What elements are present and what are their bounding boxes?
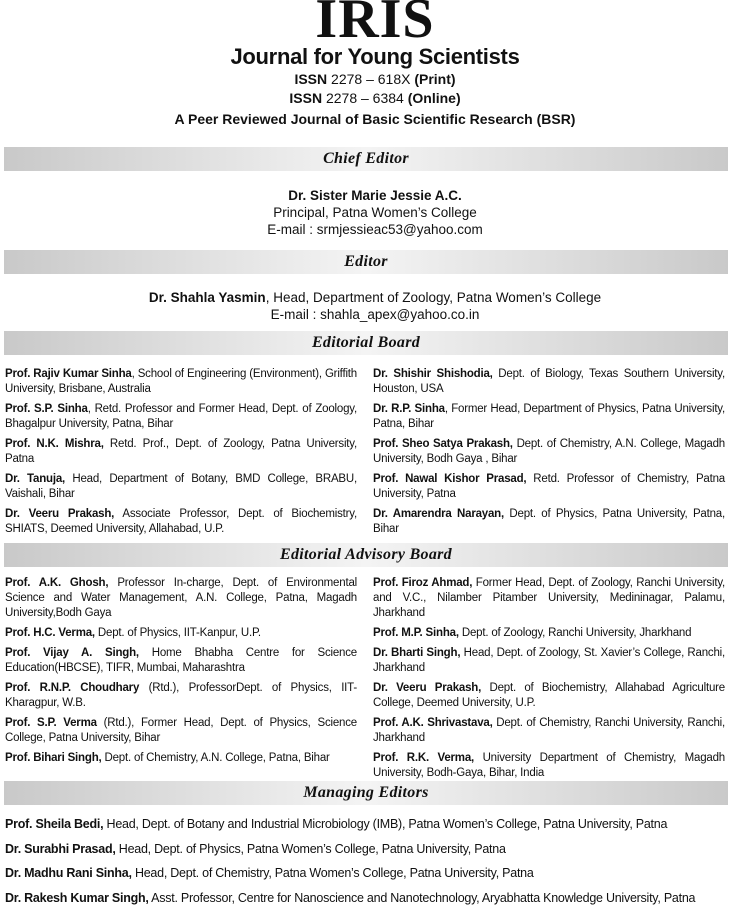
member-name: Prof. Bihari Singh, bbox=[5, 752, 102, 764]
member-affiliation: Dept. of Biochemistry, Allahabad Agriculture College, Deemed University, U.P. bbox=[373, 682, 725, 709]
advisory-board-member bbox=[373, 681, 725, 711]
issn-print-number: 2278 – 618X bbox=[331, 71, 411, 87]
member-name: Prof. Rajiv Kumar Sinha bbox=[5, 368, 132, 380]
member-name: Prof. Sheo Satya Prakash, bbox=[373, 438, 513, 450]
issn-online-label: ISSN bbox=[289, 90, 323, 106]
editorial-board-member bbox=[5, 507, 357, 537]
member-affiliation: Head, Dept. of Botany and Industrial Microbiology (IMB), Patna Women’s College, Patna University, Patna bbox=[103, 817, 668, 831]
member-name: Dr. Shishir Shishodia, bbox=[373, 368, 493, 380]
managing-editor bbox=[5, 841, 735, 858]
member-affiliation: Dept. of Chemistry, A.N. College, Magadh University, Bodh Gaya , Bihar bbox=[373, 438, 725, 465]
editorial-board-member bbox=[373, 437, 725, 467]
member-affiliation: Dept. of Chemistry, A.N. College, Patna, Bihar bbox=[101, 752, 330, 764]
member-affiliation: Dept. of Biology, Texas Southern University, Houston, USA bbox=[373, 368, 725, 395]
member-name: Prof. R.K. Verma, bbox=[373, 752, 475, 764]
advisory-board-member bbox=[5, 576, 357, 621]
member-name: Prof. S.P. Verma bbox=[5, 717, 97, 729]
member-name: Prof. Nawal Kishor Prasad, bbox=[373, 473, 527, 485]
editorial-board-member bbox=[373, 367, 725, 397]
issn-online bbox=[0, 89, 750, 108]
member-affiliation: Dept. of Chemistry, Ranchi University, Ranchi, Jharkhand bbox=[373, 717, 725, 744]
editor-email: E-mail : shahla_apex@yahoo.co.in bbox=[270, 307, 480, 322]
advisory-board-member bbox=[5, 716, 357, 746]
editorial-board-member bbox=[373, 402, 725, 432]
member-name: Prof. Sheila Bedi, bbox=[5, 817, 104, 831]
member-affiliation: (Rtd.), ProfessorDept. of Physics, IIT-Kharagpur, W.B. bbox=[5, 682, 358, 709]
advisory-board-member bbox=[373, 646, 725, 676]
managing-editor bbox=[5, 890, 735, 907]
managing-editors-list bbox=[5, 816, 735, 914]
member-name: Prof. A.K. Ghosh, bbox=[5, 577, 109, 589]
member-affiliation: Head, Dept. of Physics, Patna Women’s College, Patna University, Patna bbox=[115, 841, 506, 856]
issn-print bbox=[0, 70, 750, 89]
advisory-board-right-column bbox=[373, 576, 725, 786]
editorial-board-left-column bbox=[5, 367, 357, 542]
advisory-board-member bbox=[5, 646, 357, 676]
editorial-board-member bbox=[5, 437, 357, 467]
editorial-board-member bbox=[5, 472, 357, 502]
editor-position: , Head, Department of Zoology, Patna Women’s College bbox=[265, 290, 602, 305]
member-name: Prof. Firoz Ahmad, bbox=[373, 577, 473, 589]
managing-editors-heading: Managing Editors bbox=[4, 781, 728, 805]
managing-editor bbox=[5, 865, 735, 882]
member-name: Dr. Veeru Prakash, bbox=[5, 508, 115, 520]
issn-print-label: ISSN bbox=[294, 71, 328, 87]
advisory-board-member bbox=[5, 626, 357, 641]
member-name: Prof. S.P. Sinha bbox=[5, 403, 88, 415]
editorial-board bbox=[5, 367, 725, 542]
editor-name: Dr. Shahla Yasmin bbox=[148, 290, 266, 305]
member-name: Prof. N.K. Mishra, bbox=[5, 438, 104, 450]
member-name: Prof. A.K. Shrivastava, bbox=[373, 717, 493, 729]
issn-print-type: (Print) bbox=[414, 71, 456, 87]
member-affiliation: , Former Head, Department of Physics, Patna University, Patna, Bihar bbox=[373, 403, 726, 430]
advisory-board-member bbox=[373, 751, 725, 781]
managing-editor bbox=[5, 816, 735, 833]
chief-editor-email: E-mail : srmjessieac53@yahoo.com bbox=[267, 222, 483, 237]
member-affiliation: Retd. Prof., Dept. of Zoology, Patna University, Patna bbox=[5, 438, 357, 465]
editorial-board-right-column bbox=[373, 367, 725, 542]
member-name: Dr. Tanuja, bbox=[5, 473, 66, 485]
member-affiliation: Retd. Professor of Chemistry, Patna University, Patna bbox=[373, 473, 726, 500]
editorial-board-member bbox=[373, 472, 725, 502]
editorial-board-member bbox=[5, 367, 357, 397]
member-affiliation: Asst. Professor, Centre for Nanoscience and Nanotechnology, Aryabhatta Knowledge University, Patna bbox=[148, 890, 696, 905]
advisory-board-heading: Editorial Advisory Board bbox=[4, 543, 728, 567]
member-name: Dr. Amarendra Narayan, bbox=[373, 508, 505, 520]
chief-editor-position: Principal, Patna Women’s College bbox=[273, 205, 477, 220]
member-name: Prof. R.N.P. Choudhary bbox=[5, 682, 140, 694]
member-name: Dr. R.P. Sinha bbox=[373, 403, 445, 415]
advisory-board-left-column bbox=[5, 576, 357, 786]
member-affiliation: Professor In-charge, Dept. of Environmental Science and Water Management, A.N. College, Patna, Magadh University,Bodh Gaya bbox=[5, 577, 357, 619]
advisory-board bbox=[5, 576, 725, 786]
editor-heading: Editor bbox=[4, 250, 728, 274]
issn-online-type: (Online) bbox=[407, 90, 461, 106]
member-affiliation: , Retd. Professor and Former Head, Dept. of Zoology, Bhagalpur University, Patna, Bihar bbox=[5, 403, 357, 430]
member-affiliation: (Rtd.), Former Head, Dept. of Physics, Science College, Patna University, Bihar bbox=[5, 717, 357, 744]
editorial-board-member bbox=[373, 507, 725, 537]
masthead bbox=[0, 0, 750, 129]
member-name: Dr. Madhu Rani Sinha, bbox=[5, 866, 132, 880]
member-affiliation: University Department of Chemistry, Magadh University, Bodh-Gaya, Bihar, India bbox=[373, 752, 725, 779]
member-name: Dr. Rakesh Kumar Singh, bbox=[5, 890, 149, 905]
journal-tagline: A Peer Reviewed Journal of Basic Scientific Research (BSR) bbox=[174, 111, 576, 127]
issn-online-number: 2278 – 6384 bbox=[325, 90, 404, 106]
advisory-board-member bbox=[5, 681, 357, 711]
member-affiliation: Dept. of Physics, Patna University, Patna, Bihar bbox=[373, 508, 725, 535]
member-affiliation: Dept. of Physics, IIT-Kanpur, U.P. bbox=[94, 627, 261, 639]
member-affiliation: Home Bhabha Centre for Science Education(HBCSE), TIFR, Mumbai, Maharashtra bbox=[5, 647, 358, 674]
editorial-board-member bbox=[5, 402, 357, 432]
journal-logo-title: IRIS bbox=[315, 0, 435, 40]
member-name: Prof. M.P. Sinha, bbox=[373, 627, 459, 639]
advisory-board-member bbox=[373, 716, 725, 746]
chief-editor-name: Dr. Sister Marie Jessie A.C. bbox=[288, 188, 462, 203]
member-affiliation: , School of Engineering (Environment), Griffith University, Brisbane, Australia bbox=[5, 368, 357, 395]
editorial-board-heading: Editorial Board bbox=[4, 331, 728, 355]
chief-editor-block bbox=[0, 187, 750, 238]
advisory-board-member bbox=[373, 626, 725, 641]
member-affiliation: Head, Dept. of Chemistry, Patna Women’s College, Patna University, Patna bbox=[131, 866, 534, 880]
member-name: Dr. Bharti Singh, bbox=[373, 647, 461, 659]
member-name: Prof. H.C. Verma, bbox=[5, 627, 95, 639]
journal-subtitle: Journal for Young Scientists bbox=[230, 44, 520, 69]
chief-editor-heading: Chief Editor bbox=[4, 147, 728, 171]
member-name: Prof. Vijay A. Singh, bbox=[5, 647, 139, 659]
advisory-board-member bbox=[373, 576, 725, 621]
member-affiliation: Dept. of Zoology, Ranchi University, Jharkhand bbox=[458, 627, 692, 639]
advisory-board-member bbox=[5, 751, 357, 766]
member-affiliation: Associate Professor, Dept. of Biochemistry, SHIATS, Deemed University, Allahabad, U.P. bbox=[5, 508, 357, 535]
member-affiliation: Head, Dept. of Zoology, St. Xavier’s College, Ranchi, Jharkhand bbox=[373, 647, 725, 674]
member-name: Dr. Surabhi Prasad, bbox=[5, 841, 116, 856]
member-affiliation: Former Head, Dept. of Zoology, Ranchi University, and V.C., Nilamber Pitamber University, Medininagar, Palamu, Jharkhand bbox=[373, 577, 726, 619]
member-affiliation: Head, Department of Botany, BMD College, BRABU, Vaishali, Bihar bbox=[5, 473, 357, 500]
member-name: Dr. Veeru Prakash, bbox=[373, 682, 482, 694]
editor-block bbox=[0, 289, 750, 323]
